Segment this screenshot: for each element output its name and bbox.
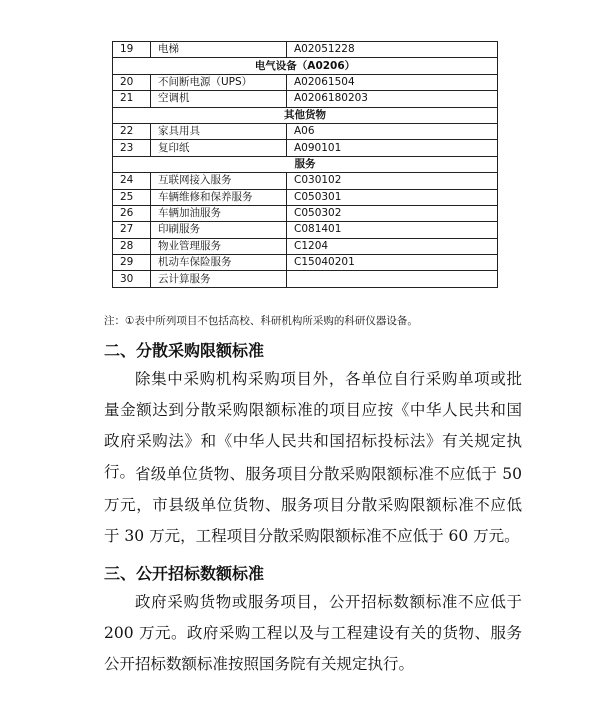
section-heading-decentralized: 二、分散采购限额标准 (104, 341, 265, 360)
table-row (113, 123, 498, 139)
item-name-cell: 复印纸 (151, 140, 287, 156)
item-code-cell: C030102 (287, 173, 498, 189)
table-row (113, 91, 498, 107)
table-row (113, 42, 498, 58)
row-number-cell: 27 (113, 222, 151, 238)
item-name-cell: 印刷服务 (151, 222, 287, 238)
paragraph-decentralized-2: 省级单位货物、服务项目分散采购限额标准不应低于 50 万元，市县级单位货物、服务项目分散采购限额标准不应低于 30 万元，工程项目分散采购限额标准不应低于 60 万元。 (104, 465, 522, 545)
table-footnote: 注：①表中所列项目不包括高校、科研机构所采购的科研仪器设备。 (104, 315, 418, 327)
item-code-cell: C1204 (287, 238, 498, 254)
table-row (113, 271, 498, 287)
row-number-cell: 23 (113, 140, 151, 156)
item-name-cell: 车辆维修和保养服务 (151, 189, 287, 205)
item-name-cell: 车辆加油服务 (151, 205, 287, 221)
item-code-cell: A02051228 (287, 42, 498, 58)
section-title-cell: 其他货物 (113, 107, 498, 123)
table-row (113, 222, 498, 238)
item-name-cell: 互联网接入服务 (151, 173, 287, 189)
table-section-row (113, 156, 498, 172)
table-section-row (113, 107, 498, 123)
item-code-cell (287, 271, 498, 287)
table-section-row (113, 58, 498, 74)
item-name-cell: 电梯 (151, 42, 287, 58)
item-code-cell: A02061504 (287, 74, 498, 90)
table-row (113, 74, 498, 90)
table-row (113, 140, 498, 156)
row-number-cell: 24 (113, 173, 151, 189)
table-row (113, 189, 498, 205)
row-number-cell: 28 (113, 238, 151, 254)
section-title-cell: 电气设备（A0206） (113, 58, 498, 74)
section-title-cell: 服务 (113, 156, 498, 172)
item-code-cell: A0206180203 (287, 91, 498, 107)
item-code-cell: A06 (287, 123, 498, 139)
row-number-cell: 29 (113, 255, 151, 271)
item-code-cell: A090101 (287, 140, 498, 156)
item-name-cell: 空调机 (151, 91, 287, 107)
item-name-cell: 机动车保险服务 (151, 255, 287, 271)
row-number-cell: 19 (113, 42, 151, 58)
row-number-cell: 26 (113, 205, 151, 221)
row-number-cell: 30 (113, 271, 151, 287)
item-code-cell: C050301 (287, 189, 498, 205)
paragraph-public-tender: 政府采购货物或服务项目，公开招标数额标准不应低于 200 万元。政府采购工程以及与工程建设有关的货物、服务公开招标数额标准按照国务院有关规定执行。 (104, 593, 522, 673)
item-name-cell: 不间断电源（UPS） (151, 74, 287, 90)
item-name-cell: 云计算服务 (151, 271, 287, 287)
table-row (113, 173, 498, 189)
item-code-cell: C15040201 (287, 255, 498, 271)
item-code-cell: C081401 (287, 222, 498, 238)
section-heading-public-tender: 三、公开招标数额标准 (104, 564, 265, 583)
table-row (113, 238, 498, 254)
row-number-cell: 22 (113, 123, 151, 139)
table-body (113, 42, 498, 288)
item-code-cell: C050302 (287, 205, 498, 221)
item-name-cell: 物业管理服务 (151, 238, 287, 254)
table-row (113, 255, 498, 271)
table-row (113, 205, 498, 221)
row-number-cell: 25 (113, 189, 151, 205)
row-number-cell: 21 (113, 91, 151, 107)
procurement-catalog-table (112, 41, 498, 288)
item-name-cell: 家具用具 (151, 123, 287, 139)
paragraph-decentralized-1: 除集中采购机构采购项目外，各单位自行采购单项或批量金额达到分散采购限额标准的项目应按《中华人民共和国政府采购法》和《中华人民共和国招标投标法》有关规定执行。 (104, 370, 522, 481)
row-number-cell: 20 (113, 74, 151, 90)
